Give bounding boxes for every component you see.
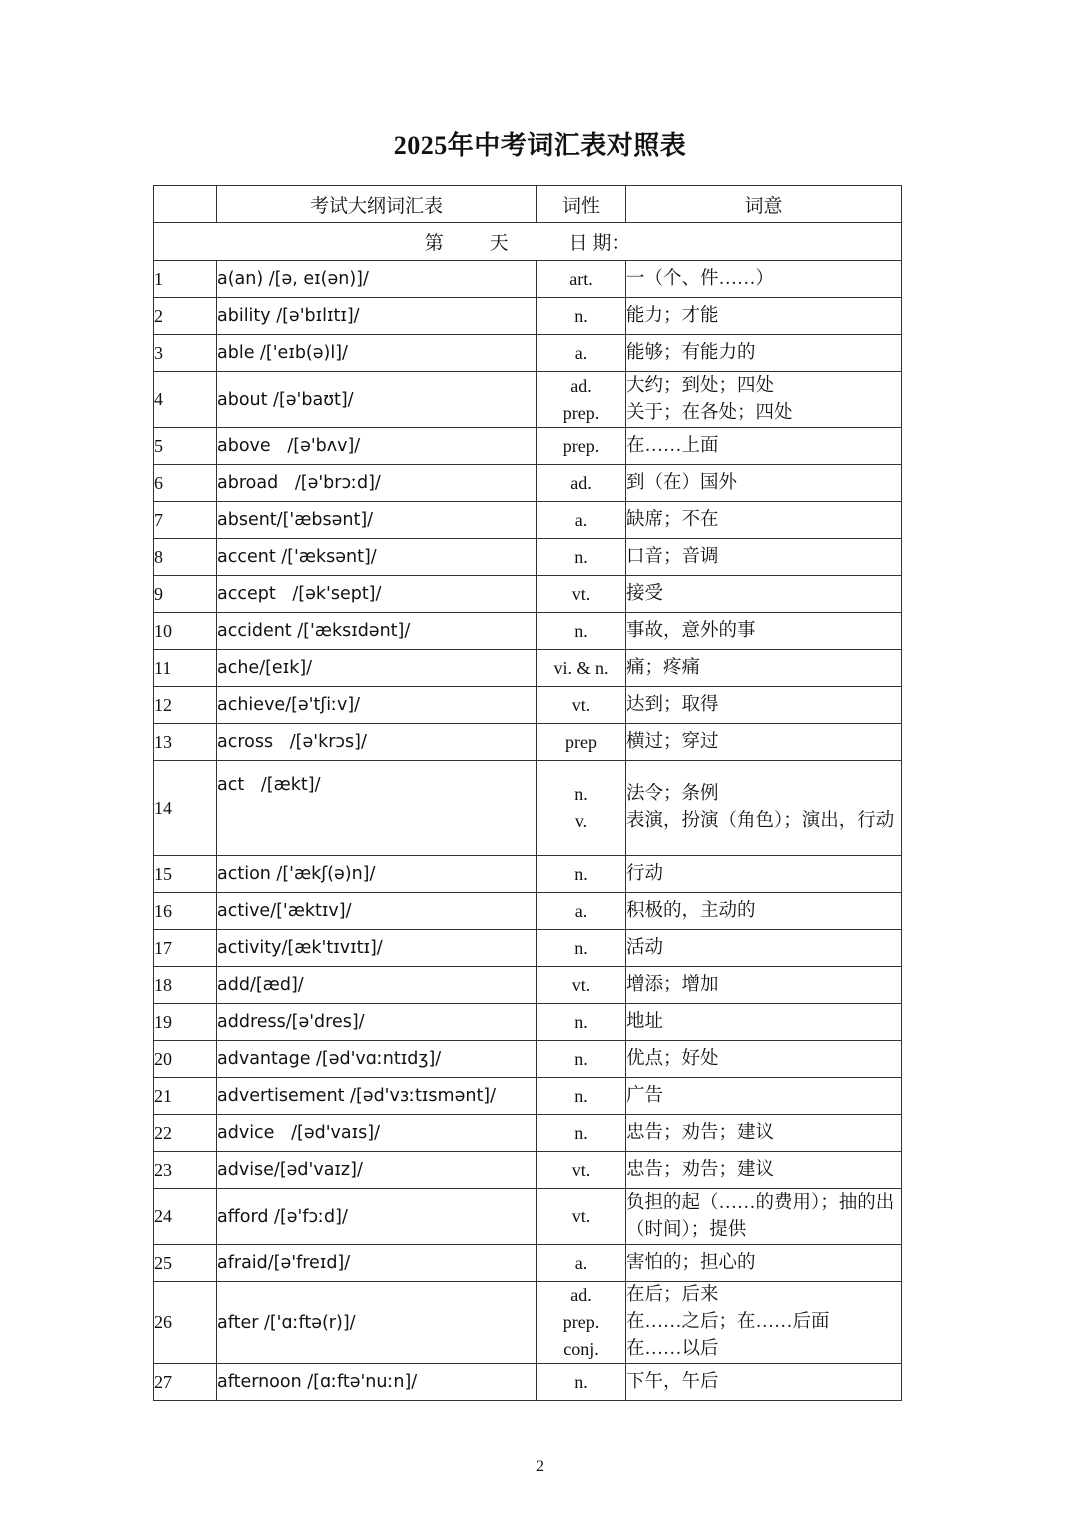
table-row (154, 724, 902, 761)
word-phonetic: advice /[əd'vaɪs]/ (217, 1115, 537, 1152)
row-number: 20 (154, 1041, 217, 1078)
table-row (154, 1041, 902, 1078)
part-of-speech-line: vt. (571, 1206, 591, 1226)
row-number: 12 (154, 687, 217, 724)
part-of-speech-line: prep. (562, 1312, 600, 1332)
meaning (626, 967, 902, 1004)
table-row (154, 1189, 902, 1245)
meaning-line: 表演，扮演（角色）；演出，行动 (626, 811, 895, 831)
meaning (626, 335, 902, 372)
word-phonetic: activity/[æk'tɪvɪtɪ]/ (217, 930, 537, 967)
meaning-line: 痛；疼痛 (626, 657, 701, 678)
meaning (626, 1115, 902, 1152)
part-of-speech-line: conj. (563, 1339, 599, 1359)
part-of-speech (537, 298, 626, 335)
meaning-line: 接受 (626, 583, 664, 604)
part-of-speech-line: n. (574, 620, 588, 641)
word-phonetic: ache/[eɪk]/ (217, 650, 537, 687)
word-phonetic: afford /[ə'fɔːd]/ (217, 1189, 537, 1245)
part-of-speech-line: ad. (570, 472, 592, 493)
table-row (154, 650, 902, 687)
meaning-line: 达到；取得 (626, 694, 719, 715)
word-phonetic: accept /[ək'sept]/ (217, 576, 537, 613)
meaning-line: 大约；到处；四处 (626, 375, 775, 396)
row-number: 7 (154, 502, 217, 539)
meaning (626, 576, 902, 613)
row-number: 5 (154, 428, 217, 465)
table-header-row (154, 186, 902, 223)
part-of-speech (537, 613, 626, 650)
word-phonetic: advantage /[əd'vɑːntɪdʒ]/ (217, 1041, 537, 1078)
meaning (626, 372, 902, 428)
header-word: 考试大纲词汇表 (217, 186, 537, 223)
word-phonetic: accent /['æksənt]/ (217, 539, 537, 576)
part-of-speech-line: a. (574, 900, 588, 921)
word-phonetic: advise/[əd'vaɪz]/ (217, 1152, 537, 1189)
part-of-speech (537, 930, 626, 967)
meaning-line: 增添；增加 (626, 974, 719, 995)
row-number: 26 (154, 1282, 217, 1364)
meaning-line: 广告 (626, 1085, 664, 1106)
row-number: 21 (154, 1078, 217, 1115)
part-of-speech-line: prep (565, 731, 597, 752)
word-phonetic: about /[ə'baʊt]/ (217, 372, 537, 428)
part-of-speech (537, 967, 626, 1004)
meaning (626, 539, 902, 576)
meaning-line: 横过；穿过 (626, 731, 719, 752)
meaning-line: 到（在）国外 (626, 472, 738, 493)
table-row (154, 967, 902, 1004)
word-phonetic: address/[ə'dres]/ (217, 1004, 537, 1041)
row-number: 22 (154, 1115, 217, 1152)
word-phonetic: abroad /[ə'brɔːd]/ (217, 465, 537, 502)
word-phonetic: achieve/[ə'tʃiːv]/ (217, 687, 537, 724)
meaning (626, 1282, 902, 1364)
meaning (626, 930, 902, 967)
table-row (154, 576, 902, 613)
table-row (154, 261, 902, 298)
row-number: 10 (154, 613, 217, 650)
meaning (626, 1004, 902, 1041)
part-of-speech-line: n. (574, 1048, 588, 1069)
vocabulary-body (154, 223, 902, 1401)
part-of-speech-line: prep. (562, 435, 600, 456)
table-row (154, 428, 902, 465)
meaning-line: 在……之后；在……后面 (626, 1312, 830, 1332)
part-of-speech (537, 261, 626, 298)
part-of-speech (537, 465, 626, 502)
header-part-of-speech: 词性 (537, 186, 626, 223)
part-of-speech (537, 372, 626, 428)
date-label: 日 期： (568, 233, 631, 254)
row-number: 18 (154, 967, 217, 1004)
table-row (154, 930, 902, 967)
meaning (626, 428, 902, 465)
meaning-line: 下午，午后 (626, 1371, 719, 1392)
part-of-speech-line: n. (574, 546, 588, 567)
part-of-speech (537, 576, 626, 613)
row-number: 27 (154, 1364, 217, 1401)
row-number: 15 (154, 856, 217, 893)
meaning (626, 856, 902, 893)
part-of-speech (537, 856, 626, 893)
part-of-speech-line: n. (574, 784, 588, 804)
meaning-line: 在……以后 (626, 1339, 719, 1359)
day-date-cell (154, 223, 902, 261)
part-of-speech (537, 1078, 626, 1115)
part-of-speech (537, 502, 626, 539)
part-of-speech (537, 1364, 626, 1401)
row-number: 19 (154, 1004, 217, 1041)
part-of-speech-line: n. (574, 1011, 588, 1032)
part-of-speech-line: n. (574, 937, 588, 958)
meaning-line: 负担的起（……的费用）；抽的出（时间）；提供 (626, 1192, 895, 1240)
table-row (154, 465, 902, 502)
part-of-speech-line: n. (574, 863, 588, 884)
word-phonetic: accident /['æksɪdənt]/ (217, 613, 537, 650)
row-number: 16 (154, 893, 217, 930)
meaning-line: 口音；音调 (626, 546, 719, 567)
meaning (626, 893, 902, 930)
table-row (154, 1245, 902, 1282)
meaning (626, 1189, 902, 1245)
word-phonetic: able /['eɪb(ə)l]/ (217, 335, 537, 372)
day-label-di: 第 (424, 233, 444, 254)
part-of-speech (537, 1004, 626, 1041)
meaning-line: 忠告；劝告；建议 (626, 1159, 775, 1180)
meaning-line: 缺席；不在 (626, 509, 719, 530)
meaning (626, 650, 902, 687)
part-of-speech (537, 761, 626, 856)
meaning-line: 法令；条例 (626, 784, 719, 804)
meaning-line: 事故，意外的事 (626, 620, 756, 641)
meaning-line: 能够；有能力的 (626, 342, 756, 363)
meaning (626, 1078, 902, 1115)
table-row (154, 298, 902, 335)
word-phonetic: advertisement /[əd'vɜːtɪsmənt]/ (217, 1078, 537, 1115)
meaning-line: 忠告；劝告；建议 (626, 1122, 775, 1143)
day-label-tian: 天 (489, 233, 509, 254)
table-row (154, 613, 902, 650)
meaning-line: 关于；在各处；四处 (626, 402, 793, 423)
meaning-line: 地址 (626, 1011, 664, 1032)
day-date-row (154, 223, 902, 261)
row-number: 14 (154, 761, 217, 856)
table-row (154, 687, 902, 724)
part-of-speech (537, 335, 626, 372)
table-row (154, 539, 902, 576)
part-of-speech (537, 687, 626, 724)
meaning (626, 1364, 902, 1401)
meaning (626, 1152, 902, 1189)
part-of-speech (537, 724, 626, 761)
table-row (154, 856, 902, 893)
row-number: 4 (154, 372, 217, 428)
meaning-line: 优点；好处 (626, 1048, 719, 1069)
part-of-speech-line: art. (569, 268, 593, 289)
page-number: 2 (536, 1458, 544, 1475)
table-row (154, 1364, 902, 1401)
part-of-speech (537, 428, 626, 465)
meaning (626, 465, 902, 502)
part-of-speech-line: prep. (562, 402, 600, 423)
table-row (154, 893, 902, 930)
part-of-speech-line: n. (574, 1371, 588, 1392)
part-of-speech-line: ad. (570, 1285, 592, 1305)
row-number: 23 (154, 1152, 217, 1189)
part-of-speech-line: a. (574, 509, 588, 530)
part-of-speech-line: ad. (570, 375, 592, 396)
part-of-speech (537, 1041, 626, 1078)
part-of-speech-line: n. (574, 1085, 588, 1106)
meaning (626, 261, 902, 298)
row-number: 11 (154, 650, 217, 687)
meaning (626, 761, 902, 856)
part-of-speech (537, 650, 626, 687)
part-of-speech-line: vi. & n. (553, 657, 609, 678)
table-row (154, 1282, 902, 1364)
meaning (626, 502, 902, 539)
row-number: 9 (154, 576, 217, 613)
part-of-speech (537, 1282, 626, 1364)
part-of-speech-line: vt. (571, 1159, 591, 1180)
row-number: 17 (154, 930, 217, 967)
meaning-line: 积极的，主动的 (626, 900, 756, 921)
vocabulary-table (153, 185, 902, 1401)
meaning-line: 活动 (626, 937, 664, 958)
part-of-speech (537, 1245, 626, 1282)
row-number: 8 (154, 539, 217, 576)
part-of-speech (537, 893, 626, 930)
part-of-speech (537, 1189, 626, 1245)
meaning-line: 在后；后来 (626, 1285, 719, 1305)
word-phonetic: active/['æktɪv]/ (217, 893, 537, 930)
table-row (154, 502, 902, 539)
meaning-line: 能力；才能 (626, 305, 719, 326)
part-of-speech (537, 1152, 626, 1189)
table-row (154, 335, 902, 372)
header-number (154, 186, 217, 223)
word-phonetic: ability /[ə'bɪlɪtɪ]/ (217, 298, 537, 335)
word-phonetic: absent/['æbsənt]/ (217, 502, 537, 539)
part-of-speech (537, 1115, 626, 1152)
table-row (154, 1004, 902, 1041)
table-row (154, 1115, 902, 1152)
part-of-speech-line: a. (574, 1252, 588, 1273)
meaning-line: 害怕的；担心的 (626, 1252, 756, 1273)
part-of-speech-line: n. (574, 1122, 588, 1143)
word-phonetic: across /[ə'krɔs]/ (217, 724, 537, 761)
meaning (626, 1245, 902, 1282)
row-number: 2 (154, 298, 217, 335)
meaning (626, 687, 902, 724)
word-phonetic: afternoon /[ɑːftə'nuːn]/ (217, 1364, 537, 1401)
row-number: 3 (154, 335, 217, 372)
part-of-speech-line: a. (574, 342, 588, 363)
word-phonetic: add/[æd]/ (217, 967, 537, 1004)
part-of-speech-line: vt. (571, 974, 591, 995)
meaning-line: 一（个、件……） (626, 268, 775, 289)
word-phonetic: above /[ə'bʌv]/ (217, 428, 537, 465)
word-phonetic: afraid/[ə'freɪd]/ (217, 1245, 537, 1282)
table-row (154, 372, 902, 428)
part-of-speech-line: vt. (571, 583, 591, 604)
part-of-speech (537, 539, 626, 576)
meaning-line: 在……上面 (626, 435, 719, 456)
meaning (626, 724, 902, 761)
row-number: 24 (154, 1189, 217, 1245)
table-row (154, 1152, 902, 1189)
row-number: 13 (154, 724, 217, 761)
meaning (626, 613, 902, 650)
word-phonetic: action /['ækʃ(ə)n]/ (217, 856, 537, 893)
row-number: 25 (154, 1245, 217, 1282)
meaning-line: 行动 (626, 863, 664, 884)
meaning (626, 298, 902, 335)
table-row (154, 761, 902, 856)
meaning (626, 1041, 902, 1078)
word-phonetic: act /[ækt]/ (217, 761, 537, 856)
part-of-speech-line: n. (574, 305, 588, 326)
word-phonetic: after /['ɑːftə(r)]/ (217, 1282, 537, 1364)
table-row (154, 1078, 902, 1115)
part-of-speech-line: v. (574, 811, 588, 831)
row-number: 6 (154, 465, 217, 502)
header-meaning: 词意 (626, 186, 902, 223)
part-of-speech-line: vt. (571, 694, 591, 715)
page-title: 2025年中考词汇表对照表 (393, 131, 687, 160)
word-phonetic: a(an) /[ə, eɪ(ən)]/ (217, 261, 537, 298)
row-number: 1 (154, 261, 217, 298)
